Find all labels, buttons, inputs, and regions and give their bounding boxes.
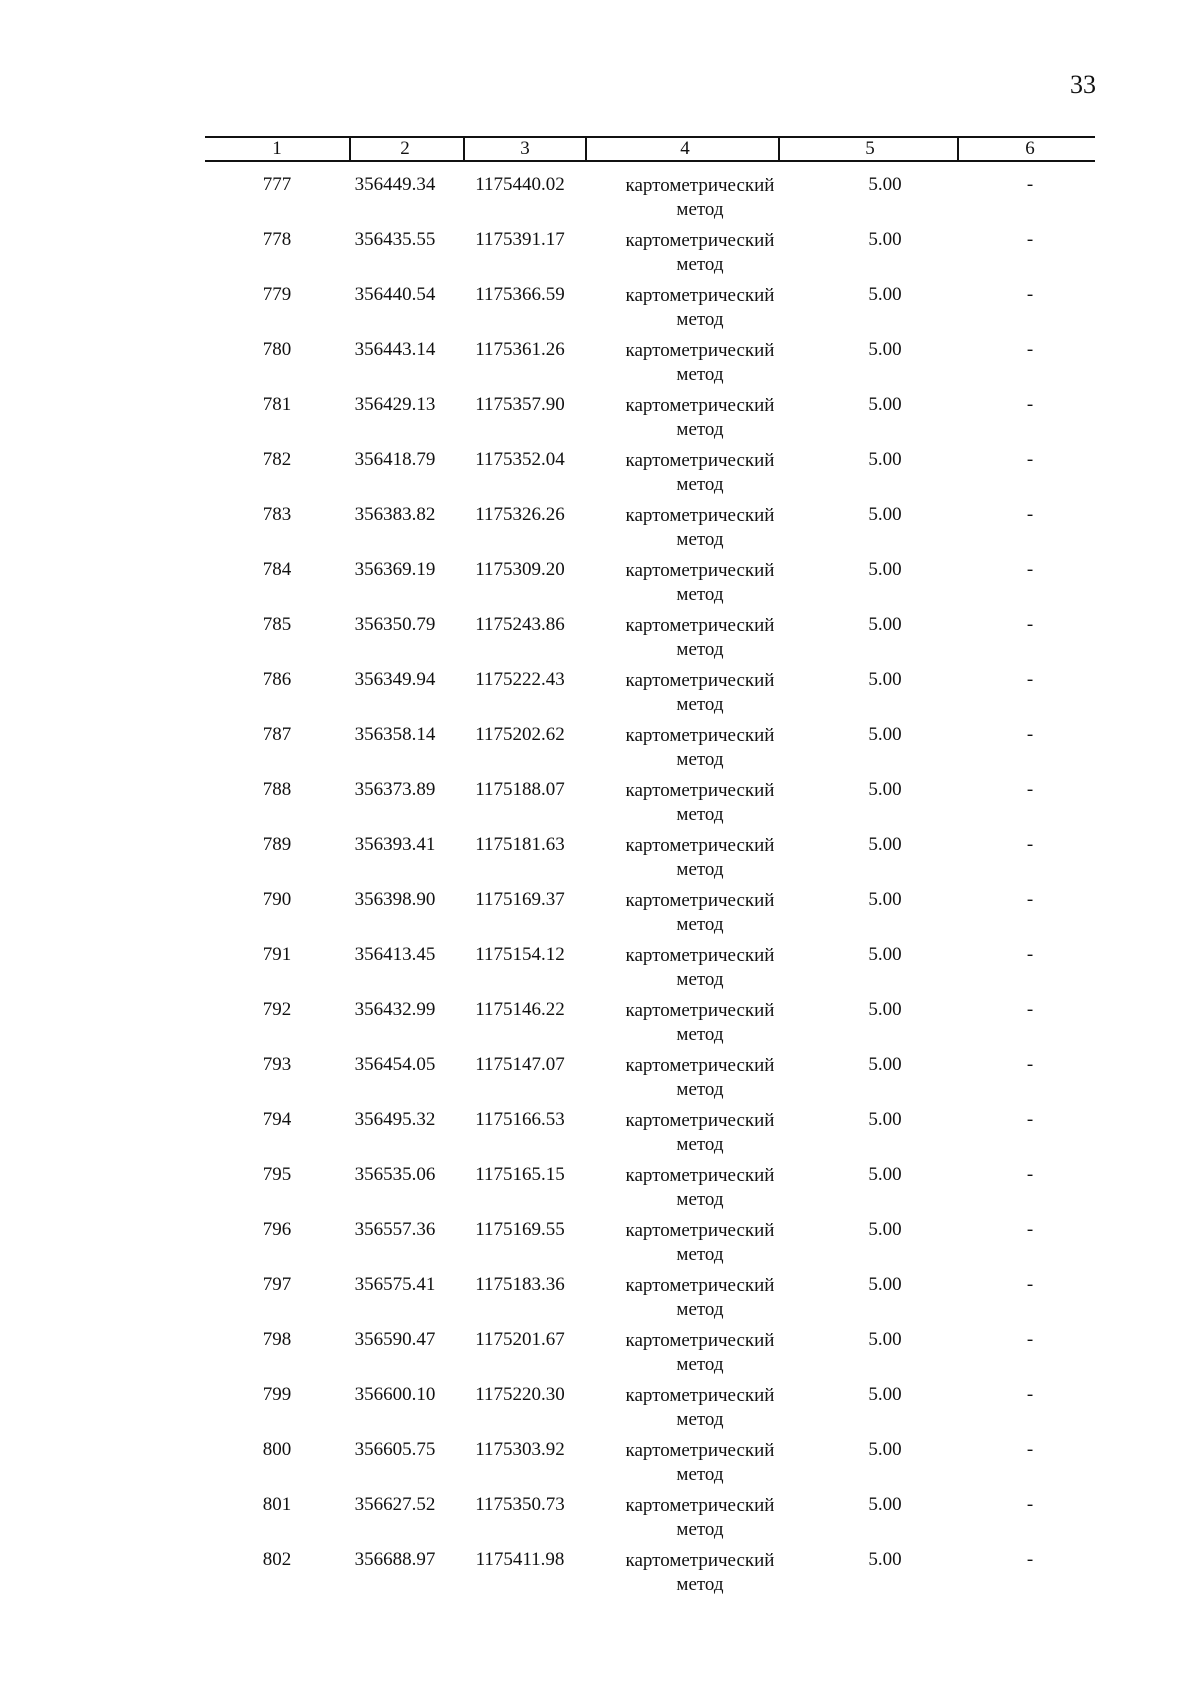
note-value: - [1026,614,1034,635]
table-row [205,280,1095,335]
method-cell [600,1494,800,1542]
table-row [205,885,1095,940]
method-line-2: метод [676,859,724,880]
point-number: 778 [262,229,292,250]
point-number: 795 [262,1164,292,1185]
method-cell [600,504,800,552]
method-line-2: метод [676,1244,724,1265]
table-row [205,1215,1095,1270]
point-number: 785 [262,614,292,635]
coordinate-y: 1175202.62 [475,724,565,745]
coordinate-y: 1175201.67 [475,1329,565,1350]
coordinate-x: 356413.45 [354,944,436,965]
method-cell [600,284,800,332]
method-cell [600,1164,800,1212]
accuracy-value: 5.00 [868,559,902,580]
note-value: - [1026,1439,1034,1460]
note-value: - [1026,999,1034,1020]
accuracy-value: 5.00 [868,669,902,690]
method-line-1: картометрический [625,1385,775,1406]
accuracy-value: 5.00 [868,724,902,745]
point-number: 777 [262,174,292,195]
table-row [205,170,1095,225]
method-line-2: метод [676,199,724,220]
method-cell [600,944,800,992]
coordinate-x: 356575.41 [354,1274,436,1295]
accuracy-value: 5.00 [868,174,902,195]
method-line-2: метод [676,1409,724,1430]
accuracy-value: 5.00 [868,834,902,855]
coordinate-y: 1175222.43 [475,669,565,690]
point-number: 787 [262,724,292,745]
coordinate-y: 1175165.15 [475,1164,565,1185]
note-value: - [1026,1549,1034,1570]
point-number: 790 [262,889,292,910]
note-value: - [1026,834,1034,855]
method-cell [600,834,800,882]
header-divider [778,136,780,160]
note-value: - [1026,779,1034,800]
table-row [205,1380,1095,1435]
coordinate-x: 356443.14 [354,339,436,360]
table-row [205,1270,1095,1325]
method-cell [600,1054,800,1102]
method-line-2: метод [676,1024,724,1045]
point-number: 794 [262,1109,292,1130]
accuracy-value: 5.00 [868,229,902,250]
method-cell [600,1274,800,1322]
method-line-2: метод [676,1464,724,1485]
table-row [205,775,1095,830]
header-divider [349,136,351,160]
coordinate-y: 1175303.92 [475,1439,565,1460]
note-value: - [1026,559,1034,580]
method-line-2: метод [676,1519,724,1540]
point-number: 799 [262,1384,292,1405]
method-line-1: картометрический [625,1275,775,1296]
note-value: - [1026,1494,1034,1515]
point-number: 797 [262,1274,292,1295]
method-line-1: картометрический [625,890,775,911]
point-number: 780 [262,339,292,360]
method-line-2: метод [676,1574,724,1595]
table-row [205,610,1095,665]
method-line-1: картометрический [625,1000,775,1021]
point-number: 781 [262,394,292,415]
header-bottom-rule [205,160,1095,162]
method-line-2: метод [676,1134,724,1155]
method-cell [600,1384,800,1432]
method-line-1: картометрический [625,1055,775,1076]
table-row [205,1105,1095,1160]
accuracy-value: 5.00 [868,614,902,635]
accuracy-value: 5.00 [868,1274,902,1295]
method-cell [600,339,800,387]
accuracy-value: 5.00 [868,1109,902,1130]
method-line-2: метод [676,254,724,275]
accuracy-value: 5.00 [868,999,902,1020]
method-line-1: картометрический [625,1165,775,1186]
table-row [205,1325,1095,1380]
coordinate-y: 1175183.36 [475,1274,565,1295]
coordinate-x: 356432.99 [354,999,436,1020]
accuracy-value: 5.00 [868,1054,902,1075]
table-header [205,136,1095,162]
method-line-1: картометрический [625,1440,775,1461]
method-cell [600,229,800,277]
method-cell [600,889,800,937]
note-value: - [1026,284,1034,305]
column-header-3: 3 [520,138,530,159]
column-header-6: 6 [1025,138,1035,159]
note-value: - [1026,229,1034,250]
table-row [205,225,1095,280]
point-number: 796 [262,1219,292,1240]
point-number: 784 [262,559,292,580]
accuracy-value: 5.00 [868,1494,902,1515]
method-line-1: картометрический [625,505,775,526]
accuracy-value: 5.00 [868,504,902,525]
table-row [205,555,1095,610]
method-line-1: картометрический [625,835,775,856]
note-value: - [1026,1274,1034,1295]
method-line-1: картометрический [625,945,775,966]
method-cell [600,449,800,497]
page-number: 33 [1070,70,1096,99]
method-line-1: картометрический [625,670,775,691]
coordinate-x: 356600.10 [354,1384,436,1405]
coordinate-y: 1175169.37 [475,889,565,910]
point-number: 798 [262,1329,292,1350]
coordinate-y: 1175357.90 [475,394,565,415]
coordinate-y: 1175440.02 [475,174,565,195]
coordinate-y: 1175181.63 [475,834,565,855]
method-line-2: метод [676,969,724,990]
header-divider [463,136,465,160]
note-value: - [1026,669,1034,690]
accuracy-value: 5.00 [868,1164,902,1185]
coordinate-x: 356557.36 [354,1219,436,1240]
table-body [205,170,1095,1600]
method-line-1: картометрический [625,1110,775,1131]
method-line-2: метод [676,1079,724,1100]
point-number: 788 [262,779,292,800]
coordinate-y: 1175146.22 [475,999,565,1020]
coordinate-x: 356349.94 [354,669,436,690]
method-cell [600,724,800,772]
column-header-4: 4 [680,138,690,159]
method-line-2: метод [676,804,724,825]
note-value: - [1026,1054,1034,1075]
table-row [205,940,1095,995]
note-value: - [1026,944,1034,965]
accuracy-value: 5.00 [868,889,902,910]
note-value: - [1026,1109,1034,1130]
method-line-1: картометрический [625,340,775,361]
note-value: - [1026,1329,1034,1350]
coordinate-x: 356369.19 [354,559,436,580]
note-value: - [1026,724,1034,745]
note-value: - [1026,1219,1034,1240]
coordinate-y: 1175309.20 [475,559,565,580]
table-row [205,390,1095,445]
point-number: 782 [262,449,292,470]
method-line-1: картометрический [625,395,775,416]
note-value: - [1026,339,1034,360]
table-row [205,665,1095,720]
accuracy-value: 5.00 [868,779,902,800]
method-line-1: картометрический [625,1330,775,1351]
accuracy-value: 5.00 [868,394,902,415]
method-cell [600,559,800,607]
method-line-2: метод [676,419,724,440]
point-number: 792 [262,999,292,1020]
point-number: 779 [262,284,292,305]
method-line-2: метод [676,1189,724,1210]
method-line-1: картометрический [625,725,775,746]
table-row [205,335,1095,390]
point-number: 791 [262,944,292,965]
coordinate-x: 356350.79 [354,614,436,635]
header-divider [957,136,959,160]
method-cell [600,614,800,662]
method-line-2: метод [676,914,724,935]
coordinate-y: 1175220.30 [475,1384,565,1405]
coordinate-x: 356373.89 [354,779,436,800]
note-value: - [1026,504,1034,525]
method-cell [600,779,800,827]
accuracy-value: 5.00 [868,339,902,360]
accuracy-value: 5.00 [868,284,902,305]
method-line-1: картометрический [625,780,775,801]
coordinate-x: 356440.54 [354,284,436,305]
coordinate-y: 1175169.55 [475,1219,565,1240]
method-line-2: метод [676,309,724,330]
coordinate-x: 356398.90 [354,889,436,910]
table-row [205,1435,1095,1490]
method-line-2: метод [676,1299,724,1320]
column-header-1: 1 [272,138,282,159]
coordinate-x: 356449.34 [354,174,436,195]
method-line-1: картометрический [625,175,775,196]
column-header-5: 5 [865,138,875,159]
accuracy-value: 5.00 [868,1219,902,1240]
coordinate-y: 1175243.86 [475,614,565,635]
coordinate-y: 1175411.98 [475,1549,565,1570]
coordinate-x: 356358.14 [354,724,436,745]
coordinate-y: 1175166.53 [475,1109,565,1130]
method-line-2: метод [676,364,724,385]
method-line-2: метод [676,749,724,770]
coordinate-y: 1175188.07 [475,779,565,800]
note-value: - [1026,394,1034,415]
accuracy-value: 5.00 [868,1439,902,1460]
coordinate-x: 356393.41 [354,834,436,855]
method-line-1: картометрический [625,450,775,471]
method-line-1: картометрический [625,285,775,306]
method-line-1: картометрический [625,615,775,636]
point-number: 800 [262,1439,292,1460]
coordinate-x: 356454.05 [354,1054,436,1075]
coordinate-x: 356495.32 [354,1109,436,1130]
point-number: 789 [262,834,292,855]
coordinate-x: 356590.47 [354,1329,436,1350]
coordinate-y: 1175154.12 [475,944,565,965]
coordinate-x: 356429.13 [354,394,436,415]
point-number: 783 [262,504,292,525]
method-cell [600,999,800,1047]
coordinate-y: 1175350.73 [475,1494,565,1515]
method-cell [600,174,800,222]
coordinate-x: 356535.06 [354,1164,436,1185]
coordinate-x: 356627.52 [354,1494,436,1515]
coordinate-x: 356688.97 [354,1549,436,1570]
coordinate-y: 1175391.17 [475,229,565,250]
note-value: - [1026,449,1034,470]
method-cell [600,1549,800,1597]
point-number: 793 [262,1054,292,1075]
accuracy-value: 5.00 [868,1384,902,1405]
accuracy-value: 5.00 [868,1549,902,1570]
point-number: 802 [262,1549,292,1570]
coordinate-y: 1175326.26 [475,504,565,525]
method-line-1: картометрический [625,1220,775,1241]
accuracy-value: 5.00 [868,944,902,965]
accuracy-value: 5.00 [868,1329,902,1350]
table-row [205,1545,1095,1600]
coordinate-y: 1175361.26 [475,339,565,360]
method-cell [600,1219,800,1267]
table-row [205,995,1095,1050]
header-divider [585,136,587,160]
method-line-2: метод [676,694,724,715]
table-row [205,1050,1095,1105]
point-number: 786 [262,669,292,690]
method-line-1: картометрический [625,230,775,251]
method-cell [600,1439,800,1487]
table-row [205,720,1095,775]
note-value: - [1026,174,1034,195]
method-line-2: метод [676,639,724,660]
point-number: 801 [262,1494,292,1515]
method-line-1: картометрический [625,1550,775,1571]
table-row [205,500,1095,555]
method-line-1: картометрический [625,1495,775,1516]
method-line-2: метод [676,529,724,550]
coordinate-x: 356418.79 [354,449,436,470]
note-value: - [1026,889,1034,910]
coordinate-x: 356435.55 [354,229,436,250]
method-cell [600,1329,800,1377]
table-row [205,1160,1095,1215]
table-row [205,830,1095,885]
method-line-1: картометрический [625,560,775,581]
method-cell [600,1109,800,1157]
coordinate-x: 356383.82 [354,504,436,525]
coordinate-y: 1175147.07 [475,1054,565,1075]
accuracy-value: 5.00 [868,449,902,470]
coordinate-y: 1175352.04 [475,449,565,470]
coordinate-x: 356605.75 [354,1439,436,1460]
method-line-2: метод [676,1354,724,1375]
method-cell [600,669,800,717]
table-row [205,445,1095,500]
note-value: - [1026,1164,1034,1185]
method-cell [600,394,800,442]
coordinate-y: 1175366.59 [475,284,565,305]
note-value: - [1026,1384,1034,1405]
column-header-2: 2 [400,138,410,159]
method-line-2: метод [676,584,724,605]
method-line-2: метод [676,474,724,495]
table-row [205,1490,1095,1545]
